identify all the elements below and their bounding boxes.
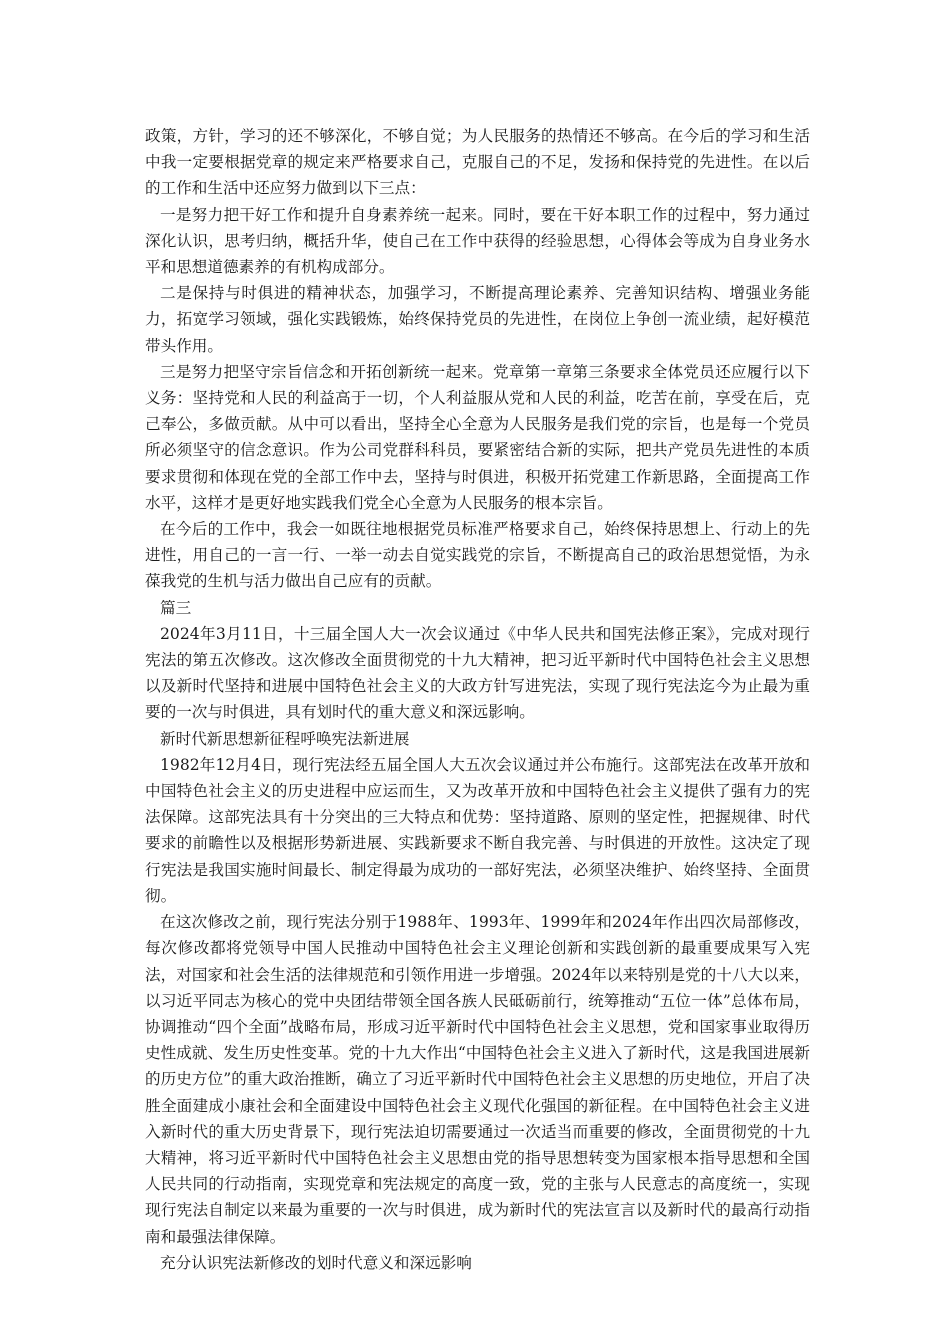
paragraph-continuation: 政策，方针，学习的还不够深化，不够自觉；为人民服务的热情还不够高。在今后的学习和生活中我一定要根据党章的规定来严格要求自己，克服自己的不足，发扬和保持党的先进性。在以后的工作和生活中还应努力做到以下三点： xyxy=(145,127,810,198)
paragraph-1982-constitution: 1982年12月4日，现行宪法经五届全国人大五次会议通过并公布施行。这部宪法在改革开放和中国特色社会主义的历史进程中应运而生，又为改革开放和中国特色社会主义提供了强有力的宪法保障。这部宪法具有十分突出的三大特点和优势：坚持道路、原则的坚定性，把握规律、时代要求的前瞻性以及根据形势新进展、实践新要求不断自我完善、与时俱进的开放性。这决定了现行宪法是我国实施时间最长、制定得最为成功的一部好宪法，必须坚决维护、始终坚持、全面贯彻。 xyxy=(145,755,810,905)
paragraph-constitution-amendment: 2024年3月11日，十三届全国人大一次会议通过《中华人民共和国宪法修正案》，完成对现行宪法的第五次修改。这次修改全面贯彻党的十九大精神，把习近平新时代中国特色社会主义思想以及新时代坚持和进展中国特色社会主义的大政方针写进宪法，实现了现行宪法迄今为止最为重要的一次与时俱进，具有划时代的重大意义和深远影响。 xyxy=(145,624,810,722)
subheading-significance: 充分认识宪法新修改的划时代意义和深远影响 xyxy=(160,1253,472,1272)
paragraph-point-two: 二是保持与时俱进的精神状态，加强学习，不断提高理论素养、完善知识结构、增强业务能力，拓宽学习领域，强化实践锻炼，始终保持党员的先进性，在岗位上争创一流业绩，起好模范带头作用。 xyxy=(145,284,810,355)
paragraph-point-three: 三是努力把坚守宗旨信念和开拓创新统一起来。党章第一章第三条要求全体党员还应履行以下义务：坚持党和人民的利益高于一切，个人利益服从党和人民的利益，吃苦在前，享受在后，克己奉公，多做贡献。从中可以看出，坚持全心全意为人民服务是我们党的宗旨，也是每一个党员所必须坚守的信念意识。作为公司党群科科员，要紧密结合新的实际，把共产党员先进性的本质要求贯彻和体现在党的全部工作中去，坚持与时俱进，积极开拓党建工作新思路，全面提高工作水平，这样才是更好地实践我们党全心全意为人民服务的根本宗旨。 xyxy=(145,362,810,512)
subheading-new-era: 新时代新思想新征程呼唤宪法新进展 xyxy=(160,729,410,748)
document-body xyxy=(145,123,810,1276)
section-heading-part-three: 篇三 xyxy=(160,598,192,617)
paragraph-point-one: 一是努力把干好工作和提升自身素养统一起来。同时，要在干好本职工作的过程中，努力通过深化认识，思考归纳，概括升华，使自己在工作中获得的经验思想，心得体会等成为自身业务水平和思想道德素养的有机构成部分。 xyxy=(145,205,810,277)
paragraph-conclusion: 在今后的工作中，我会一如既往地根据党员标准严格要求自己，始终保持思想上、行动上的先进性，用自己的一言一行、一举一动去自觉实践党的宗旨，不断提高自己的政治思想觉悟，为永葆我党的生机与活力做出自己应有的贡献。 xyxy=(145,520,810,591)
paragraph-previous-amendments: 在这次修改之前，现行宪法分别于1988年、1993年、1999年和2024年作出四次局部修改，每次修改都将党领导中国人民推动中国特色社会主义理论创新和实践创新的最重要成果写入宪法，对国家和社会生活的法律规范和引领作用进一步增强。2024年以来特别是党的十八大以来，以习近平同志为核心的党中央团结带领全国各族人民砥砺前行，统筹推动“五位一体”总体布局，协调推动“四个全面”战略布局，形成习近平新时代中国特色社会主义思想，党和国家事业取得历史性成就、发生历史性变革。党的十九大作出“中国特色社会主义进入了新时代，这是我国进展新的历史方位”的重大政治推断，确立了习近平新时代中国特色社会主义思想的历史地位，开启了决胜全面建成小康社会和全面建设中国特色社会主义现代化强国的新征程。在中国特色社会主义进入新时代的重大历史背景下，现行宪法迫切需要通过一次适当而重要的修改，全面贯彻党的十九大精神，将习近平新时代中国特色社会主义思想由党的指导思想转变为国家根本指导思想和全国人民共同的行动指南，实现党章和宪法规定的高度一致，党的主张与人民意志的高度统一，实现现行宪法自制定以来最为重要的一次与时俱进，成为新时代的宪法宣言以及新时代的最高行动指南和最强法律保障。 xyxy=(145,913,810,1246)
